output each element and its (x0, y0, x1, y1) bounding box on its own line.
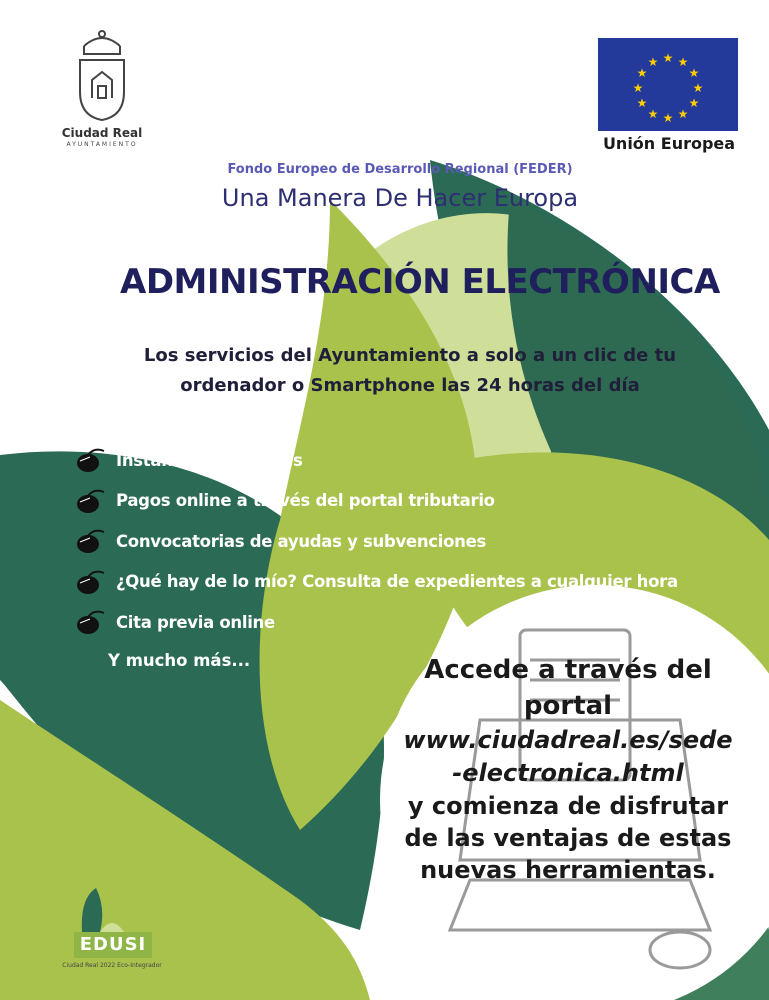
eu-label: Unión Europea (602, 134, 736, 153)
service-label: ¿Qué hay de lo mío? Consulta de expedientes a cualquier hora (116, 572, 678, 592)
computer-mouse-icon (74, 526, 110, 556)
access-line-5: nuevas herramientas. (420, 856, 716, 884)
svg-text:★: ★ (688, 96, 700, 110)
svg-text:★: ★ (688, 66, 700, 80)
tagline-line-1: Los servicios del Ayuntamiento a solo a un clic de tu (143, 345, 677, 366)
service-label: Pagos online a través del portal tributario (116, 491, 495, 511)
service-item (74, 602, 754, 643)
computer-mouse-icon (74, 567, 110, 597)
computer-mouse-icon (74, 607, 110, 637)
service-label: Cita previa online (116, 612, 275, 632)
portal-url-line-1: www.ciudadreal.es/sede (403, 726, 733, 754)
svg-text:★: ★ (636, 96, 648, 110)
eu-stars-icon (598, 38, 738, 131)
edusi-subtitle: Ciudad Real 2022 Eco-Integrador (62, 962, 162, 969)
svg-text:★: ★ (677, 55, 689, 69)
service-item (74, 562, 754, 603)
portal-url-line-2: -electronica.html (452, 759, 684, 787)
svg-text:★: ★ (632, 81, 644, 95)
svg-text:★: ★ (677, 107, 689, 121)
tagline (100, 341, 720, 401)
service-item (74, 440, 754, 481)
service-item (74, 481, 754, 522)
svg-text:★: ★ (647, 107, 659, 121)
crown-shield-icon (72, 28, 132, 122)
access-block (386, 652, 750, 886)
more-text: Y mucho más... (108, 651, 251, 670)
access-line-1: Accede a través del (424, 655, 712, 685)
service-label: Instancias generales (116, 450, 303, 470)
services-list (74, 440, 754, 643)
city-subtitle: AYUNTAMIENTO (66, 141, 138, 148)
city-name: Ciudad Real (61, 126, 143, 140)
edusi-label: EDUSI (74, 932, 152, 958)
svg-text:★: ★ (636, 66, 648, 80)
access-line-3: y comienza de disfrutar (407, 792, 729, 820)
svg-text:★: ★ (692, 81, 704, 95)
service-label: Convocatorias de ayudas y subvenciones (116, 531, 487, 551)
svg-text:★: ★ (647, 55, 659, 69)
ciudad-real-logo (56, 28, 148, 158)
motto: Una Manera De Hacer Europa (221, 184, 579, 212)
computer-mouse-icon (74, 486, 110, 516)
svg-text:★: ★ (662, 51, 674, 65)
computer-mouse-icon (74, 445, 110, 475)
tagline-line-2: ordenador o Smartphone las 24 horas del día (180, 375, 640, 396)
access-line-4: de las ventajas de estas (404, 824, 732, 852)
feder-line: Fondo Europeo de Desarrollo Regional (FEDER) (227, 162, 573, 177)
eu-flag (598, 38, 738, 131)
svg-text:★: ★ (662, 111, 674, 125)
main-title: ADMINISTRACIÓN ELECTRÓNICA (120, 262, 720, 302)
service-item (74, 521, 754, 562)
access-line-2: portal (523, 691, 613, 721)
